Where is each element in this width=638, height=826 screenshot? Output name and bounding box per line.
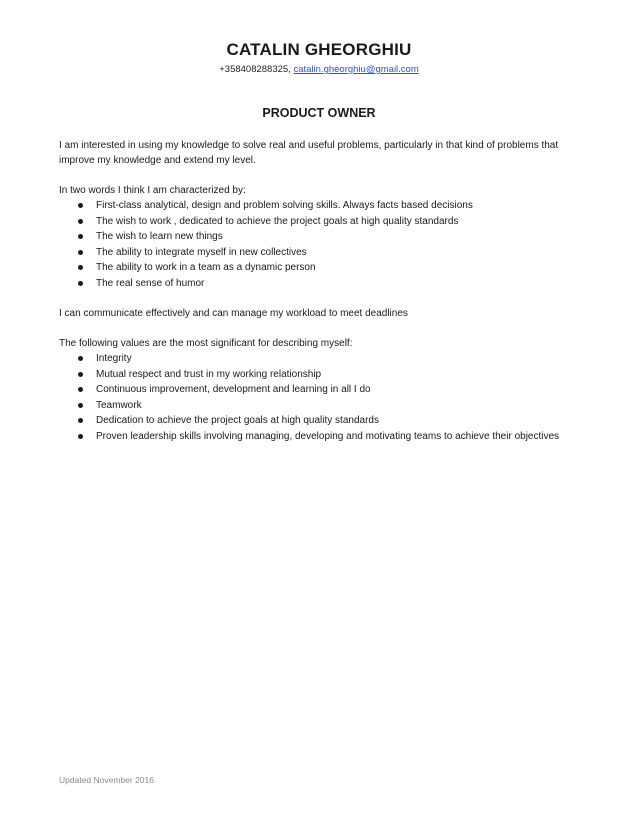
bullet-icon xyxy=(78,356,83,361)
bullet-icon xyxy=(78,372,83,377)
contact-line xyxy=(0,64,638,75)
list-item: The real sense of humor xyxy=(59,276,579,291)
email-link[interactable]: catalin.gheorghiu@gmail.com xyxy=(293,64,419,75)
resume-body xyxy=(59,138,579,444)
list-item: The ability to integrate myself in new collectives xyxy=(59,245,579,260)
role-title: PRODUCT OWNER xyxy=(262,106,376,120)
list-item: Mutual respect and trust in my working relationship xyxy=(59,367,579,382)
list-item: First-class analytical, design and problem solving skills. Always facts based decisions xyxy=(59,198,579,213)
bullet-icon xyxy=(78,281,83,286)
list-item: The wish to work , dedicated to achieve the project goals at high quality standards xyxy=(59,214,579,229)
bullet-icon xyxy=(78,418,83,423)
list-item: Dedication to achieve the project goals at high quality standards xyxy=(59,413,579,428)
list-item: Teamwork xyxy=(59,398,579,413)
communicate-paragraph: I can communicate effectively and can manage my workload to meet deadlines xyxy=(59,308,408,319)
characterized-list xyxy=(59,198,579,291)
list-item: Proven leadership skills involving managing, developing and motivating teams to achieve their objectives xyxy=(59,429,579,444)
bullet-icon xyxy=(78,219,83,224)
bullet-icon xyxy=(78,265,83,270)
bullet-icon xyxy=(78,403,83,408)
list-item: The wish to learn new things xyxy=(59,229,579,244)
bullet-icon xyxy=(78,387,83,392)
list-item: Integrity xyxy=(59,351,579,366)
list-item: The ability to work in a team as a dynamic person xyxy=(59,260,579,275)
values-heading: The following values are the most significant for describing myself: xyxy=(59,338,353,349)
bullet-icon xyxy=(78,234,83,239)
bullet-icon xyxy=(78,203,83,208)
candidate-name: CATALIN GHEORGHIU xyxy=(226,40,412,59)
phone-number: +358408288325, xyxy=(219,64,291,75)
footer-updated: Updated November 2016 xyxy=(59,775,154,785)
bullet-icon xyxy=(78,250,83,255)
list-item: Continuous improvement, development and learning in all I do xyxy=(59,382,579,397)
characterized-heading: In two words I think I am characterized by: xyxy=(59,185,246,196)
bullet-icon xyxy=(78,434,83,439)
intro-paragraph: I am interested in using my knowledge to solve real and useful problems, particularly in that kind of problems that improve my knowledge and extend my level. xyxy=(59,140,559,166)
values-list xyxy=(59,351,579,444)
